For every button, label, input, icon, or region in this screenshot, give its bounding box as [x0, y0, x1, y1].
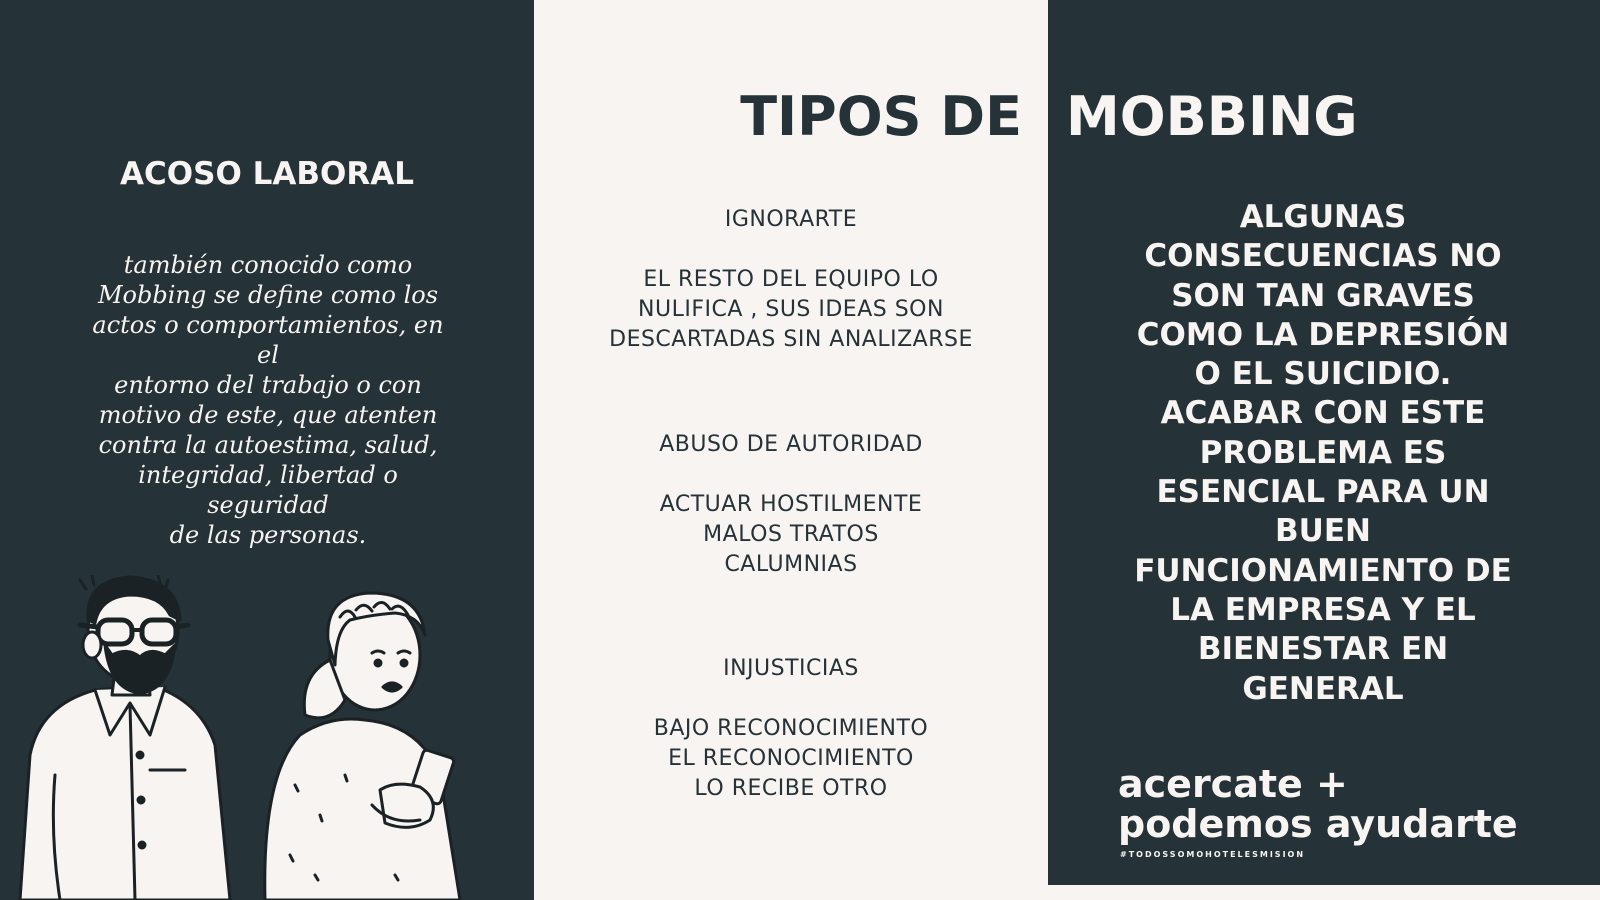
spacer [534, 684, 1048, 714]
consequences-line: SON TAN GRAVES [1171, 277, 1475, 314]
man-figure [20, 575, 230, 900]
type-block-abuso [534, 430, 1048, 580]
consequences-line: ACABAR CON ESTE [1160, 395, 1486, 432]
description-line: también conocido como [123, 251, 413, 279]
title-part-2: MOBBING [1066, 85, 1358, 148]
description-line: contra la autoestima, salud, [98, 431, 438, 459]
consequences-line: BIENESTAR EN [1197, 631, 1449, 668]
left-description [78, 250, 458, 550]
description-line: actos o comportamientos, en el [92, 311, 444, 369]
hashtag: #TODOSSOMOHOTELESMISION [1120, 850, 1306, 859]
spacer [534, 235, 1048, 265]
type-block-injusticias [534, 654, 1048, 804]
description-line: integridad, libertad o seguridad [138, 461, 398, 519]
type-line: LO RECIBE OTRO [694, 776, 888, 801]
type-line: DESCARTADAS SIN ANALIZARSE [609, 327, 973, 352]
cta-line-2: podemos ayudarte [1118, 802, 1518, 846]
consequences-line: CONSECUENCIAS NO [1144, 238, 1502, 275]
description-line: de las personas. [169, 521, 367, 549]
consequences-line: ESENCIAL PARA UN [1156, 474, 1490, 511]
woman-figure [265, 593, 460, 900]
description-line: motivo de este, que atenten [98, 401, 438, 429]
consequences-line: BUEN [1275, 513, 1371, 550]
type-line: NULIFICA , SUS IDEAS SON [638, 297, 944, 322]
cta-line-1: acercate + [1118, 762, 1348, 806]
type-line: ACTUAR HOSTILMENTE [659, 492, 923, 517]
type-line: BAJO RECONOCIMIENTO [653, 716, 929, 741]
type-line: CALUMNIAS [724, 552, 858, 577]
consequences-line: FUNCIONAMIENTO DE [1134, 552, 1512, 589]
type-heading: INJUSTICIAS [723, 656, 859, 681]
type-heading: ABUSO DE AUTORIDAD [659, 432, 923, 457]
consequences-line: ALGUNAS [1239, 199, 1407, 235]
two-people-illustration [0, 575, 534, 900]
type-line: MALOS TRATOS [703, 522, 879, 547]
consequences-line: LA EMPRESA Y EL [1170, 591, 1476, 628]
description-line: entorno del trabajo o con [114, 371, 422, 399]
call-to-action [1118, 764, 1518, 844]
type-block-ignorarte [534, 205, 1048, 355]
title-part-1: TIPOS DE [740, 85, 1022, 148]
left-heading: ACOSO LABORAL [120, 156, 414, 192]
spacer [534, 460, 1048, 490]
consequences-text [1128, 198, 1518, 709]
consequences-line: O EL SUICIDIO. [1194, 356, 1452, 393]
consequences-line: GENERAL [1242, 670, 1404, 707]
description-line: Mobbing se define como los [97, 281, 439, 309]
consequences-line: PROBLEMA ES [1199, 434, 1447, 471]
type-line: EL RECONOCIMIENTO [668, 746, 914, 771]
consequences-line: COMO LA DEPRESIÓN [1136, 316, 1510, 353]
type-line: EL RESTO DEL EQUIPO LO [643, 267, 939, 292]
type-heading: IGNORARTE [724, 207, 858, 232]
